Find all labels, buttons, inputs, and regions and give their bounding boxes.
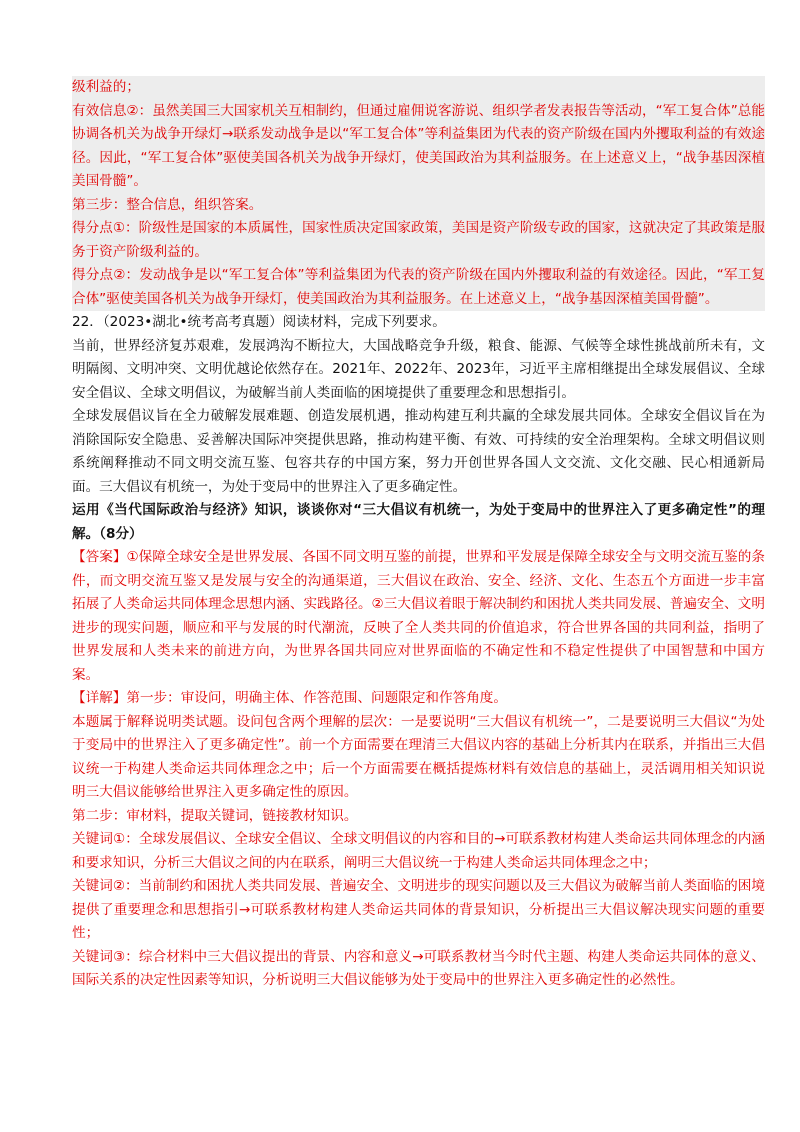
paragraph-effective-info-2: 有效信息②：虽然美国三大国家机关互相制约，但通过雇佣说客游说、组织学者发表报告等活动，“军工复合体”总能协调各机关为战争开绿灯→联系发动战争是以“军工复合体”等利益集团为代表的资产阶级在国内外攫取利益的有效途径。因此，“军工复合体”驱使美国各机关为战争开绿灯，使美国政治为其利益服务。在上述意义上，“战争基因深植美国骨髓”。 (72, 102, 765, 189)
answer-paragraph (72, 546, 765, 687)
answer-section (72, 546, 765, 687)
question-prompt: 运用《当代国际政治与经济》知识，谈谈你对“三大倡议有机统一，为处于变局中的世界注入了更多确定性”的理解。（8分） (72, 502, 765, 542)
page-content (72, 76, 765, 993)
detail-step-1 (72, 687, 765, 711)
question-header: 22．（2023•湖北•统考高考真题）阅读材料，完成下列要求。 (72, 314, 446, 330)
detail-explanation: 本题属于解释说明类试题。设问包含两个理解的层次：一是要说明“三大倡议有机统一”，二是要说明三大倡议“为处于变局中的世界注入了更多确定性”。前一个方面需要在理清三大倡议内容的基础上分析其内在联系，并指出三大倡议统一于构建人类命运共同体理念之中；后一个方面需要在概括提炼材料有效信息的基础上，灵活调用相关知识说明三大倡议能够给世界注入更多确定性的原因。 (72, 713, 765, 800)
keyword-2: 关键词②：当前制约和困扰人类共同发展、普遍安全、文明进步的现实问题以及三大倡议为破解当前人类面临的困境提供了重要理念和思想指引→可联系教材构建人类命运共同体的背景知识，分析提出三大倡议解决现实问题的重要性； (72, 878, 765, 941)
paragraph-step-3: 第三步：整合信息，组织答案。 (72, 196, 263, 213)
analysis-continuation-block (72, 76, 765, 311)
detail-step-2: 第二步：审材料，提取关键词，链接教材知识。 (72, 807, 358, 824)
answer-tag: 【答案】 (72, 549, 127, 565)
keyword-3: 关键词③：综合材料中三大倡议提出的背景、内容和意义→可联系教材当今时代主题、构建人类命运共同体的意义、国际关系的决定性因素等知识，分析说明三大倡议能够为处于变局中的世界注入更多确定性的必然性。 (72, 948, 765, 988)
material-paragraph-2: 全球发展倡议旨在全力破解发展难题、创造发展机遇，推动构建互利共赢的全球发展共同体。全球安全倡议旨在为消除国际安全隐患、妥善解决国际冲突提供思路，推动构建平衡、有效、可持续的安全治理架构。全球文明倡议则系统阐释推动不同文明交流互鉴、包容共存的中国方案，努力开创世界各国人文交流、文化交融、民心相通新局面。三大倡议有机统一，为处于变局中的世界注入了更多确定性。 (72, 408, 765, 495)
paragraph-score-point-1: 得分点①：阶级性是国家的本质属性，国家性质决定国家政策，美国是资产阶级专政的国家，这就决定了其政策是服务于资产阶级利益的。 (72, 220, 765, 260)
material-paragraph-1: 当前，世界经济复苏艰难，发展鸿沟不断拉大，大国战略竞争升级，粮食、能源、气候等全球性挑战前所未有，文明隔阂、文明冲突、文明优越论依然存在。2021年、2022年、2023年，习近平主席相继提出全球发展倡议、全球安全倡议、全球文明倡议，为破解当前人类面临的困境提供了重要理念和思想指引。 (72, 337, 765, 401)
detail-section (72, 687, 765, 993)
question-22 (72, 311, 765, 546)
detail-tag: 【详解】 (72, 690, 127, 706)
answer-text: ①保障全球安全是世界发展、各国不同文明互鉴的前提，世界和平发展是保障全球安全与文明交流互鉴的条件，而文明交流互鉴又是发展与安全的沟通渠道，三大倡议在政治、安全、经济、文化、生态五个方面进一步丰富拓展了人类命运共同体理念思想内涵、实践路径。②三大倡议着眼于解决制约和困扰人类共同发展、普遍安全、文明进步的现实问题，顺应和平与发展的时代潮流，反映了全人类共同的价值追求，符合世界各国的共同利益，指明了世界发展和人类未来的前进方向，为世界各国共同应对世界面临的不确定性和不稳定性提供了中国智慧和中国方案。 (72, 549, 765, 683)
paragraph-score-point-2: 得分点②：发动战争是以“军工复合体”等利益集团为代表的资产阶级在国内外攫取利益的有效途径。因此，“军工复合体”驱使美国各机关为战争开绿灯，使美国政治为其利益服务。在上述意义上，“战争基因深植美国骨髓”。 (72, 267, 765, 307)
keyword-1: 关键词①：全球发展倡议、全球安全倡议、全球文明倡议的内容和目的→可联系教材构建人类命运共同体理念的内涵和要求知识，分析三大倡议之间的内在联系，阐明三大倡议统一于构建人类命运共同体理念之中； (72, 831, 765, 871)
detail-step-1-text: 第一步：审设问，明确主体、作答范围、问题限定和作答角度。 (126, 690, 507, 706)
paragraph-class-interest-tail: 级利益的； (72, 79, 140, 95)
